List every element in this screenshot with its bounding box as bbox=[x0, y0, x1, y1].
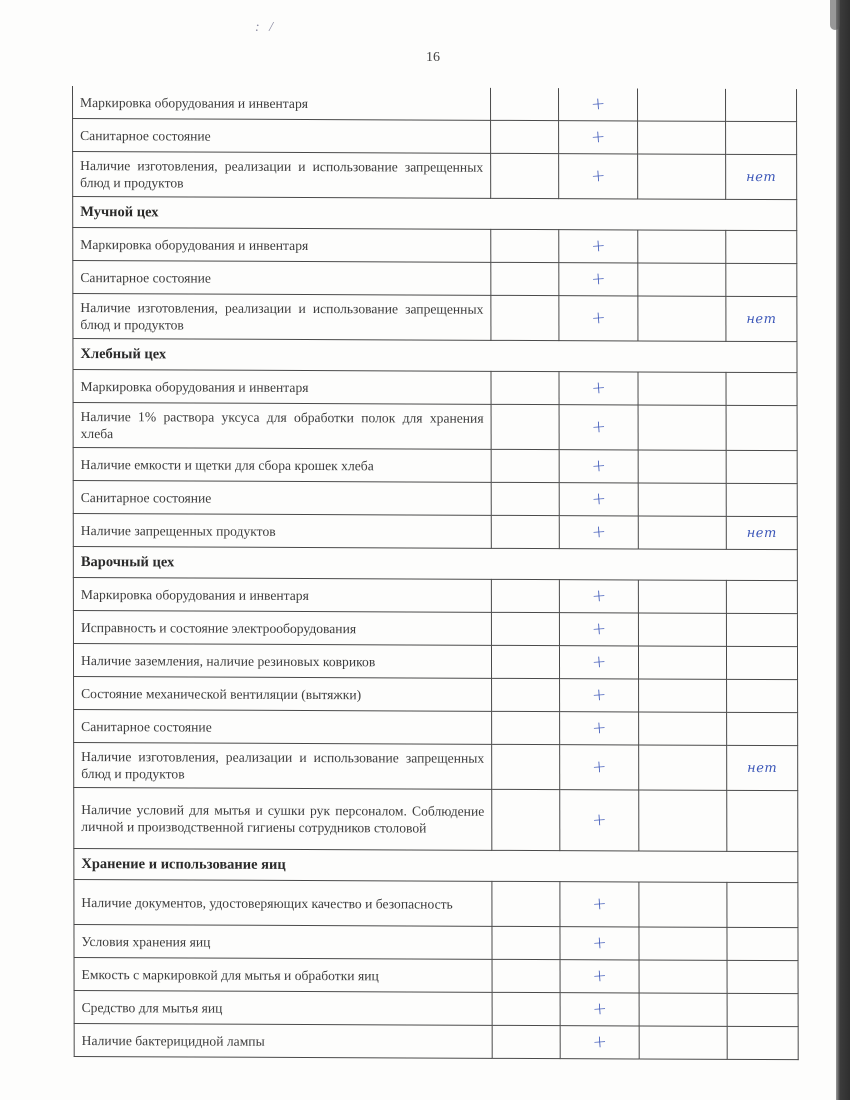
note-cell bbox=[727, 712, 798, 745]
checklist-item-label: Маркировка оборудования и инвентаря bbox=[73, 577, 491, 612]
empty-cell bbox=[491, 404, 559, 449]
handwritten-plus-mark: + bbox=[590, 93, 606, 115]
checklist-item-label: Условия хранения яиц bbox=[74, 924, 492, 959]
checklist-row bbox=[74, 787, 798, 851]
mark-cell bbox=[559, 121, 638, 154]
handwritten-plus-mark: + bbox=[590, 165, 606, 187]
handwritten-plus-mark: + bbox=[591, 684, 607, 706]
checklist-table-body bbox=[73, 86, 799, 1060]
checklist-item-label: Наличие условий для мытья и сушки рук персоналом. Соблюдение личной и производственной гигиены сотрудников столовой bbox=[74, 787, 492, 850]
handwritten-plus-mark: + bbox=[590, 126, 606, 148]
mark-cell bbox=[560, 882, 639, 927]
empty-cell bbox=[639, 927, 727, 960]
empty-cell bbox=[638, 154, 726, 199]
empty-cell bbox=[638, 516, 726, 549]
note-cell bbox=[726, 516, 797, 549]
note-cell bbox=[727, 960, 798, 993]
empty-cell bbox=[492, 926, 560, 959]
handwritten-plus-mark: + bbox=[591, 717, 607, 739]
mark-cell bbox=[560, 1026, 639, 1059]
section-header-row bbox=[73, 197, 797, 231]
empty-cell bbox=[491, 612, 559, 645]
checklist-item-label: Наличие изготовления, реализации и использование запрещенных блюд и продуктов bbox=[74, 742, 492, 789]
note-cell bbox=[726, 263, 797, 296]
empty-cell bbox=[491, 579, 559, 612]
handwritten-note: нет bbox=[747, 760, 778, 777]
checklist-item-label: Наличие заземления, наличие резиновых ковриков bbox=[73, 643, 491, 678]
mark-cell bbox=[559, 580, 638, 613]
empty-cell bbox=[491, 371, 559, 404]
section-title: Хранение и использование яиц bbox=[74, 848, 798, 882]
handwritten-plus-mark: + bbox=[591, 809, 608, 831]
page-number: 16 bbox=[426, 50, 440, 65]
empty-cell bbox=[492, 678, 560, 711]
checklist-item-label: Наличие 1% раствора уксуса для обработки полок для хранения хлеба bbox=[73, 402, 491, 449]
empty-cell bbox=[491, 120, 559, 153]
note-cell bbox=[726, 450, 797, 483]
empty-cell bbox=[639, 745, 727, 790]
checklist-row bbox=[73, 86, 797, 122]
checklist-row bbox=[73, 369, 797, 405]
checklist-row bbox=[73, 294, 797, 342]
checklist-item-label: Средство для мытья яиц bbox=[74, 990, 492, 1025]
mark-cell bbox=[559, 646, 638, 679]
handwritten-plus-mark: + bbox=[591, 651, 607, 673]
empty-cell bbox=[638, 263, 726, 296]
checklist-row bbox=[73, 228, 797, 264]
empty-cell bbox=[638, 483, 726, 516]
checklist-item-label: Маркировка оборудования и инвентаря bbox=[73, 228, 491, 263]
section-header-row bbox=[73, 338, 797, 372]
scan-edge bbox=[836, 0, 850, 1100]
handwritten-plus-mark: + bbox=[590, 488, 607, 510]
mark-cell bbox=[559, 516, 638, 549]
handwritten-plus-mark: + bbox=[591, 618, 607, 640]
checklist-item-label: Маркировка оборудования и инвентаря bbox=[73, 369, 491, 404]
note-cell bbox=[727, 927, 798, 960]
empty-cell bbox=[492, 744, 560, 789]
checklist-row bbox=[73, 261, 797, 297]
mark-cell bbox=[559, 613, 638, 646]
note-cell bbox=[726, 230, 797, 263]
handwritten-plus-mark: + bbox=[590, 307, 607, 329]
note-cell bbox=[726, 405, 797, 450]
checklist-row bbox=[73, 152, 797, 200]
handwritten-plus-mark: + bbox=[590, 521, 607, 543]
empty-cell bbox=[639, 790, 727, 851]
empty-cell bbox=[638, 646, 726, 679]
handwritten-plus-mark: + bbox=[591, 965, 608, 987]
empty-cell bbox=[491, 482, 559, 515]
empty-cell bbox=[638, 372, 726, 405]
empty-cell bbox=[639, 882, 727, 927]
note-cell bbox=[727, 1026, 798, 1059]
empty-cell bbox=[638, 121, 726, 154]
note-cell bbox=[727, 745, 798, 790]
section-title: Мучной цех bbox=[73, 197, 797, 231]
mark-cell bbox=[560, 790, 639, 851]
checklist-item-label: Маркировка оборудования и инвентаря bbox=[73, 86, 491, 120]
empty-cell bbox=[638, 450, 726, 483]
checklist-item-label: Наличие документов, удостоверяющих качество и безопасность bbox=[74, 879, 492, 926]
empty-cell bbox=[639, 993, 727, 1026]
empty-cell bbox=[638, 580, 726, 613]
mark-cell bbox=[560, 679, 639, 712]
checklist-row bbox=[74, 990, 798, 1026]
checklist-item-label: Емкость с маркировкой для мытья и обработки яиц bbox=[74, 957, 492, 992]
note-cell bbox=[726, 372, 797, 405]
checklist-row bbox=[73, 610, 797, 646]
empty-cell bbox=[638, 230, 726, 263]
note-cell bbox=[727, 790, 798, 851]
empty-cell bbox=[639, 712, 727, 745]
checklist-item-label: Санитарное состояние bbox=[74, 709, 492, 744]
mark-cell bbox=[559, 296, 638, 341]
stray-pen-mark: : / bbox=[255, 20, 277, 35]
checklist-table bbox=[72, 86, 799, 1060]
note-cell bbox=[726, 154, 797, 199]
note-cell bbox=[726, 89, 797, 122]
checklist-item-label: Исправность и состояние электрооборудования bbox=[73, 610, 491, 645]
mark-cell bbox=[559, 483, 638, 516]
checklist-row bbox=[74, 676, 798, 712]
checklist-table-wrapper bbox=[72, 86, 798, 1060]
note-cell bbox=[727, 993, 798, 1026]
checklist-row bbox=[74, 879, 798, 927]
handwritten-plus-mark: + bbox=[591, 756, 607, 778]
handwritten-plus-mark: + bbox=[590, 235, 607, 257]
empty-cell bbox=[639, 1026, 727, 1059]
checklist-item-label: Санитарное состояние bbox=[73, 480, 491, 515]
handwritten-plus-mark: + bbox=[590, 268, 607, 290]
checklist-item-label: Состояние механической вентиляции (вытяжки) bbox=[74, 676, 492, 711]
section-header-row bbox=[74, 848, 798, 882]
checklist-item-label: Санитарное состояние bbox=[73, 261, 491, 296]
mark-cell bbox=[559, 450, 638, 483]
checklist-row bbox=[73, 513, 797, 549]
empty-cell bbox=[492, 789, 560, 850]
mark-cell bbox=[559, 263, 638, 296]
empty-cell bbox=[492, 992, 560, 1025]
empty-cell bbox=[491, 262, 559, 295]
checklist-item-label: Наличие бактерицидной лампы bbox=[74, 1023, 492, 1058]
handwritten-plus-mark: + bbox=[591, 585, 607, 607]
note-cell bbox=[726, 121, 797, 154]
checklist-item-label: Наличие запрещенных продуктов bbox=[73, 513, 491, 548]
handwritten-plus-mark: + bbox=[591, 932, 608, 954]
empty-cell bbox=[492, 711, 560, 744]
mark-cell bbox=[559, 372, 638, 405]
checklist-row bbox=[73, 447, 797, 483]
handwritten-plus-mark: + bbox=[590, 377, 607, 399]
handwritten-plus-mark: + bbox=[590, 416, 607, 438]
note-cell bbox=[726, 613, 797, 646]
note-cell bbox=[726, 580, 797, 613]
mark-cell bbox=[560, 712, 639, 745]
mark-cell bbox=[559, 230, 638, 263]
checklist-row bbox=[74, 924, 798, 960]
empty-cell bbox=[638, 613, 726, 646]
checklist-row bbox=[73, 643, 797, 679]
empty-cell bbox=[638, 296, 726, 341]
mark-cell bbox=[560, 745, 639, 790]
section-header-row bbox=[73, 546, 797, 580]
empty-cell bbox=[491, 229, 559, 262]
empty-cell bbox=[638, 88, 726, 121]
mark-cell bbox=[559, 154, 638, 199]
checklist-row bbox=[74, 957, 798, 993]
note-cell bbox=[726, 296, 797, 341]
empty-cell bbox=[491, 645, 559, 678]
handwritten-plus-mark: + bbox=[591, 1031, 608, 1053]
empty-cell bbox=[639, 960, 727, 993]
handwritten-note: нет bbox=[746, 525, 777, 542]
checklist-row bbox=[73, 577, 797, 613]
empty-cell bbox=[639, 679, 727, 712]
section-title: Хлебный цех bbox=[73, 338, 797, 372]
empty-cell bbox=[492, 1025, 560, 1058]
checklist-item-label: Наличие изготовления, реализации и использование запрещенных блюд и продуктов bbox=[73, 294, 491, 341]
handwritten-plus-mark: + bbox=[591, 893, 608, 915]
section-title: Варочный цех bbox=[73, 546, 797, 580]
empty-cell bbox=[492, 959, 560, 992]
checklist-item-label: Наличие изготовления, реализации и использование запрещенных блюд и продуктов bbox=[73, 152, 491, 199]
checklist-row bbox=[74, 709, 798, 745]
handwritten-note: нет bbox=[746, 169, 777, 186]
empty-cell bbox=[491, 295, 559, 340]
empty-cell bbox=[492, 881, 560, 926]
note-cell bbox=[726, 483, 797, 516]
handwritten-note: нет bbox=[746, 311, 777, 328]
checklist-item-label: Санитарное состояние bbox=[73, 119, 491, 154]
checklist-row bbox=[73, 480, 797, 516]
handwritten-plus-mark: + bbox=[591, 998, 608, 1020]
checklist-row bbox=[74, 742, 798, 790]
note-cell bbox=[726, 646, 797, 679]
empty-cell bbox=[491, 449, 559, 482]
empty-cell bbox=[491, 153, 559, 198]
mark-cell bbox=[559, 88, 638, 121]
checklist-row bbox=[73, 402, 797, 450]
handwritten-plus-mark: + bbox=[590, 455, 607, 477]
mark-cell bbox=[559, 405, 638, 450]
checklist-item-label: Наличие емкости и щетки для сбора крошек хлеба bbox=[73, 447, 491, 482]
checklist-row bbox=[73, 119, 797, 155]
mark-cell bbox=[560, 993, 639, 1026]
note-cell bbox=[727, 882, 798, 927]
note-cell bbox=[727, 679, 798, 712]
empty-cell bbox=[491, 88, 559, 121]
mark-cell bbox=[560, 960, 639, 993]
empty-cell bbox=[491, 515, 559, 548]
mark-cell bbox=[560, 927, 639, 960]
empty-cell bbox=[638, 405, 726, 450]
checklist-row bbox=[74, 1023, 798, 1059]
